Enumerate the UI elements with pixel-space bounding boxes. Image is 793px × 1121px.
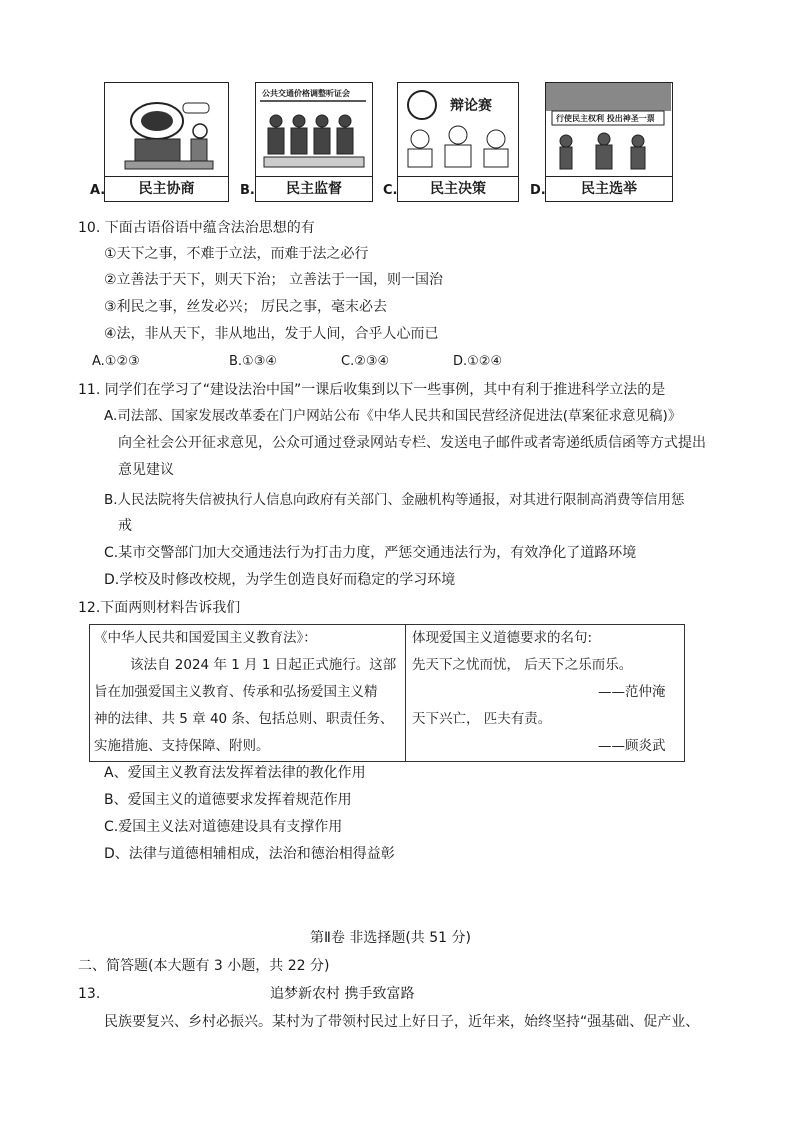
q10-stem: 10. 下面古语俗语中蕴含法治思想的有 — [78, 220, 315, 236]
q12-right-quote2: 天下兴亡， 匹夫有责。 — [412, 711, 552, 727]
q10-item-1: ①天下之事，不难于立法，而难于法之必行 — [104, 246, 369, 262]
q12-stem: 12.下面两则材料告诉我们 — [78, 600, 241, 616]
cartoon-c-banner: 辩论赛 — [450, 98, 492, 114]
cartoon-b-caption: 民主监督 — [256, 176, 372, 201]
q12-right-author2: ——顾炎武 — [598, 738, 666, 754]
cartoon-b-letter: B. — [240, 183, 255, 198]
cartoon-c-illustration — [398, 83, 517, 179]
q11-option-b-line2: 戒 — [118, 518, 132, 534]
cartoon-a — [104, 82, 229, 202]
q11-stem: 11. 同学们在学习了“建设法治中国”一课后收集到以下一些事例，其中有利于推进科学立法的是 — [78, 382, 666, 398]
q10-item-2: ②立善法于天下，则天下治； 立善法于一国，则一国治 — [104, 272, 443, 288]
q10-option-d: D.①②④ — [453, 354, 503, 369]
q12-left-line2: 该法自 2024 年 1 月 1 日起正式施行。这部 — [130, 657, 397, 673]
q12-material-table — [89, 624, 685, 762]
q12-right-quote1: 先天下之忧而忧， 后天下之乐而乐。 — [412, 657, 633, 673]
cartoon-b-illustration — [256, 83, 371, 179]
cartoon-d-caption: 民主选举 — [546, 176, 672, 201]
part2-section-heading: 二、简答题(本大题有 3 小题，共 22 分) — [78, 958, 330, 974]
q13-number: 13. — [78, 986, 101, 1002]
q10-option-b: B.①③④ — [229, 354, 278, 369]
q10-option-c: C.②③④ — [341, 354, 390, 369]
q12-left-line5: 实施措施、支持保障、附则。 — [94, 738, 270, 754]
cartoon-d-illustration — [546, 83, 671, 179]
cartoon-c — [397, 82, 519, 202]
q11-option-a-line2: 向全社会公开征求意见，公众可通过登录网站专栏、发送电子邮件或者寄递纸质信函等方式提出 — [118, 435, 706, 451]
cartoon-b — [255, 82, 373, 202]
q12-option-d: D、法律与道德相辅相成，法治和德治相得益彰 — [104, 846, 395, 862]
q12-option-b: B、爱国主义的道德要求发挥着规范作用 — [104, 792, 352, 808]
q12-left-line4: 神的法律、共 5 章 40 条、包括总则、职责任务、 — [94, 711, 394, 727]
cartoon-c-letter: C. — [383, 183, 398, 198]
cartoon-d-letter: D. — [530, 183, 546, 198]
q10-item-4: ④法，非从天下，非从地出，发于人间，合乎人心而已 — [104, 326, 439, 342]
cartoon-b-banner: 公共交通价格调整听证会 — [262, 89, 350, 98]
q11-option-a-line1: A.司法部、国家发展改革委在门户网站公布《中华人民共和国民营经济促进法(草案征求意见稿)》 — [104, 408, 682, 424]
q11-option-b-line1: B.人民法院将失信被执行人信息向政府有关部门、金融机构等通报，对其进行限制高消费等信用惩 — [104, 492, 685, 508]
cartoon-a-caption: 民主协商 — [105, 176, 228, 201]
table-divider — [405, 625, 406, 761]
q11-option-c: C.某市交警部门加大交通违法行为打击力度，严惩交通违法行为，有效净化了道路环境 — [104, 545, 637, 561]
cartoon-a-letter: A. — [90, 183, 106, 198]
q12-option-a: A、爱国主义教育法发挥着法律的教化作用 — [104, 765, 366, 781]
cartoon-c-caption: 民主决策 — [398, 176, 518, 201]
q11-option-a-line3: 意见建议 — [118, 462, 174, 478]
q13-title: 追梦新农村 携手致富路 — [270, 986, 415, 1002]
cartoon-a-illustration — [105, 83, 227, 179]
q10-option-a: A.①②③ — [92, 354, 140, 369]
cartoon-d — [545, 82, 673, 202]
q12-option-c: C.爱国主义法对道德建设具有支撑作用 — [104, 819, 343, 835]
q10-item-3: ③利民之事，丝发必兴； 厉民之事，毫末必去 — [104, 299, 387, 315]
cartoon-d-banner: 行使民主权利 投出神圣一票 — [556, 114, 655, 123]
q12-left-line1: 《中华人民共和国爱国主义教育法》： — [94, 630, 317, 646]
q13-text: 民族要复兴、乡村必振兴。某村为了带领村民过上好日子，近年来，始终坚持“强基础、促产业、 — [104, 1014, 700, 1030]
part2-title: 第Ⅱ卷 非选择题(共 51 分) — [310, 930, 471, 946]
q12-right-title: 体现爱国主义道德要求的名句: — [412, 630, 593, 646]
q11-option-d: D.学校及时修改校规，为学生创造良好而稳定的学习环境 — [104, 572, 456, 588]
q12-left-line3: 旨在加强爱国主义教育、传承和弘扬爱国主义精 — [94, 684, 378, 700]
q12-right-author1: ——范仲淹 — [598, 684, 666, 700]
